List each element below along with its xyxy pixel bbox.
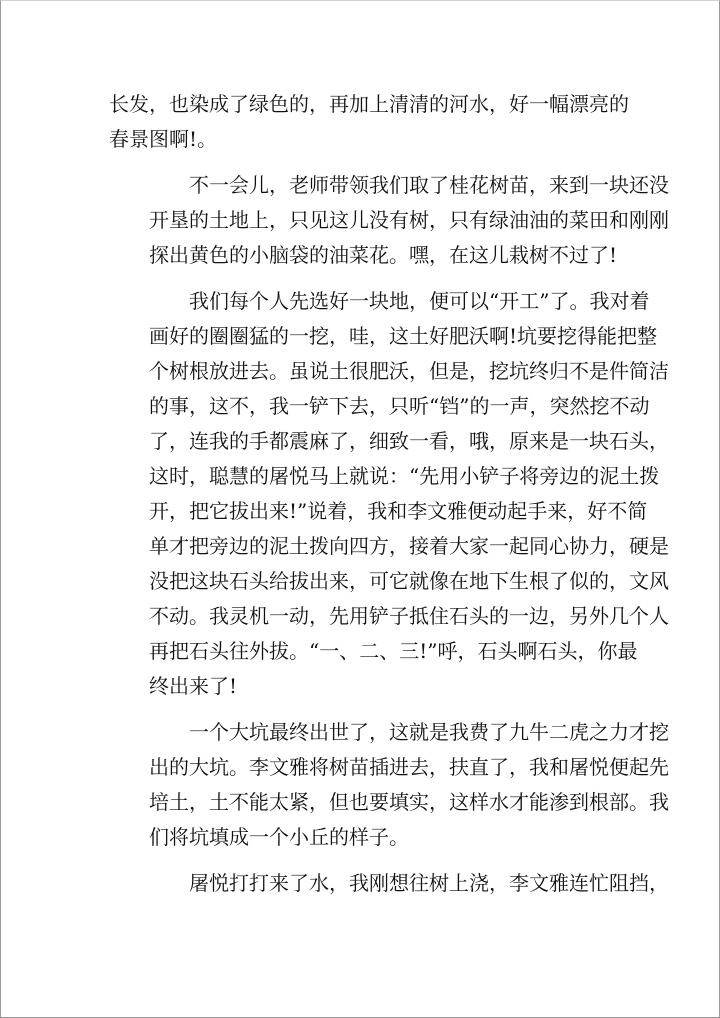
text-line: 了，连我的手都震麻了，细致一看，哦，原来是一块石头，	[149, 429, 669, 453]
text-line: 春景图啊!。	[109, 127, 218, 151]
paragraph	[109, 284, 669, 704]
text-line: 们将坑填成一个小丘的样子。	[149, 825, 409, 849]
text-line: 单才把旁边的泥土拨向四方，接着大家一起同心协力，硬是	[149, 534, 669, 558]
text-line: 开，把它拔出来!”说着，我和李文雅便动起手来，好不简	[149, 499, 648, 523]
text-line: 出的大坑。李文雅将树苗插进去，扶直了，我和屠悦便起先	[149, 755, 669, 779]
text-line: 这时，聪慧的屠悦马上就说：“先用小铲子将旁边的泥土拨	[149, 464, 660, 488]
paragraph	[109, 87, 629, 157]
text-line: 一个大坑最终出世了，这就是我费了九牛二虎之力才挖	[189, 720, 669, 744]
text-line: 终出来了!	[149, 674, 238, 698]
paragraph	[109, 168, 669, 273]
text-line: 长发，也染成了绿色的，再加上清清的河水，好一幅漂亮的	[109, 92, 629, 116]
text-line: 画好的圈圈猛的一挖，哇，这土好肥沃啊!坑要挖得能把整	[149, 324, 658, 348]
text-line: 屠悦打打来了水，我刚想往树上浇，李文雅连忙阻挡，	[189, 871, 669, 895]
text-line: 不动。我灵机一动，先用铲子抵住石头的一边，另外几个人	[149, 604, 669, 628]
text-line: 探出黄色的小脑袋的油菜花。嘿，在这儿栽树不过了!	[149, 243, 618, 267]
text-line: 我们每个人先选好一块地，便可以“开工”了。我对着	[189, 289, 650, 313]
text-line: 开垦的土地上，只见这儿没有树，只有绿油油的菜田和刚刚	[149, 208, 669, 232]
text-line: 不一会儿，老师带领我们取了桂花树苗，来到一块还没	[189, 173, 669, 197]
text-line: 没把这块石头给拔出来，可它就像在地下生根了似的，文风	[149, 569, 669, 593]
text-line: 培土，土不能太紧，但也要填实，这样水才能渗到根部。我	[149, 790, 669, 814]
text-line: 个树根放进去。虽说土很肥沃，但是，挖坑终归不是件简洁	[149, 359, 669, 383]
paragraph	[109, 715, 669, 855]
essay-body	[109, 87, 669, 912]
paragraph	[109, 866, 669, 901]
text-line: 再把石头往外拔。“一、二、三!”呼，石头啊石头，你最	[149, 639, 638, 663]
text-line: 的事，这不，我一铲下去，只听“铛”的一声，突然挖不动	[149, 394, 650, 418]
